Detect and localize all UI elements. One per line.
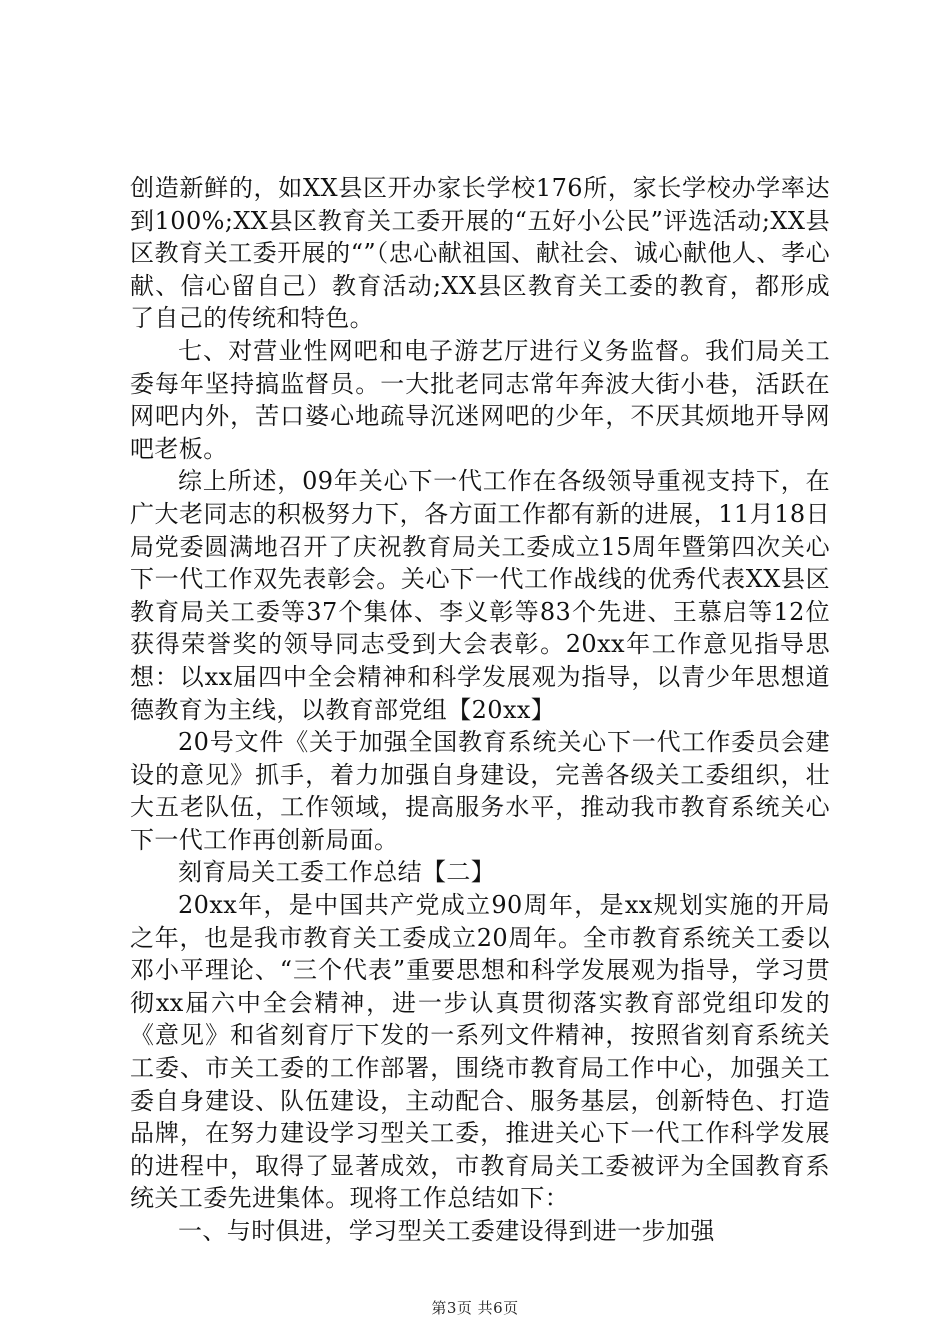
paragraph-item-seven: 七、对营业性网吧和电子游艺厅进行义务监督。我们局关工委每年坚持搞监督员。一大批老同志常年奔波大街小巷，活跃在网吧内外，苦口婆心地疏导沉迷网吧的少年，不厌其烦地开导网吧老板。 [130, 336, 830, 463]
paragraph-summary: 综上所述，09年关心下一代工作在各级领导重视支持下，在广大老同志的积极努力下，各方面工作都有新的进展，11月18日局党委圆满地召开了庆祝教育局关工委成立15周年暨第四次关心下一代工作双先表彰会。关心下一代工作战线的优秀代表XX县区教育局关工委等37个集体、李义彰等83个先进、王慕启等12位获得荣誉奖的领导同志受到大会表彰。20xx年工作意见指导思想：以xx届四中全会精神和科学发展观为指导，以青少年思想道德教育为主线，以教育部党组【20xx】 [130, 467, 830, 724]
paragraph-document-twenty: 20号文件《关于加强全国教育系统关心下一代工作委员会建设的意见》抓手，着力加强自身建设，完善各级关工委组织，壮大五老队伍，工作领域，提高服务水平，推动我市教育系统关心下一代工作再创新局面。 [130, 728, 830, 854]
paragraph-intro-continuation: 创造新鲜的，如XX县区开办家长学校176所，家长学校办学率达到100%;XX县区教育关工委开展的“五好小公民”评选活动;XX县区教育关工委开展的“”（忠心献祖国、献社会、诚心献他人、孝心献、信心留自己）教育活动;XX县区教育关工委的教育，都形成了自己的传统和特色。 [130, 174, 830, 333]
page-footer: 第3页 共6页 [431, 1299, 519, 1317]
paragraph-item-one-heading: 一、与时俱进，学习型关工委建设得到进一步加强 [178, 1217, 715, 1245]
paragraph-annual-overview: 20xx年，是中国共产党成立90周年，是xx规划实施的开局之年，也是我市教育关工委成立20周年。全市教育系统关工委以邓小平理论、“三个代表”重要思想和科学发展观为指导，学习贯彻xx届六中全会精神，进一步认真贯彻落实教育部党组印发的《意见》和省刻育厅下发的一系列文件精神，按照省刻育系统关工委、市关工委的工作部署，围绕市教育局工作中心，加强关工委自身建设、队伍建设，主动配合、服务基层，创新特色、打造品牌，在努力建设学习型关工委，推进关心下一代工作科学发展的进程中，取得了显著成效，市教育局关工委被评为全国教育系统关工委先进集体。现将工作总结如下： [130, 891, 830, 1213]
section-heading: 刻育局关工委工作总结【二】 [178, 858, 496, 887]
document-body [130, 172, 830, 1248]
